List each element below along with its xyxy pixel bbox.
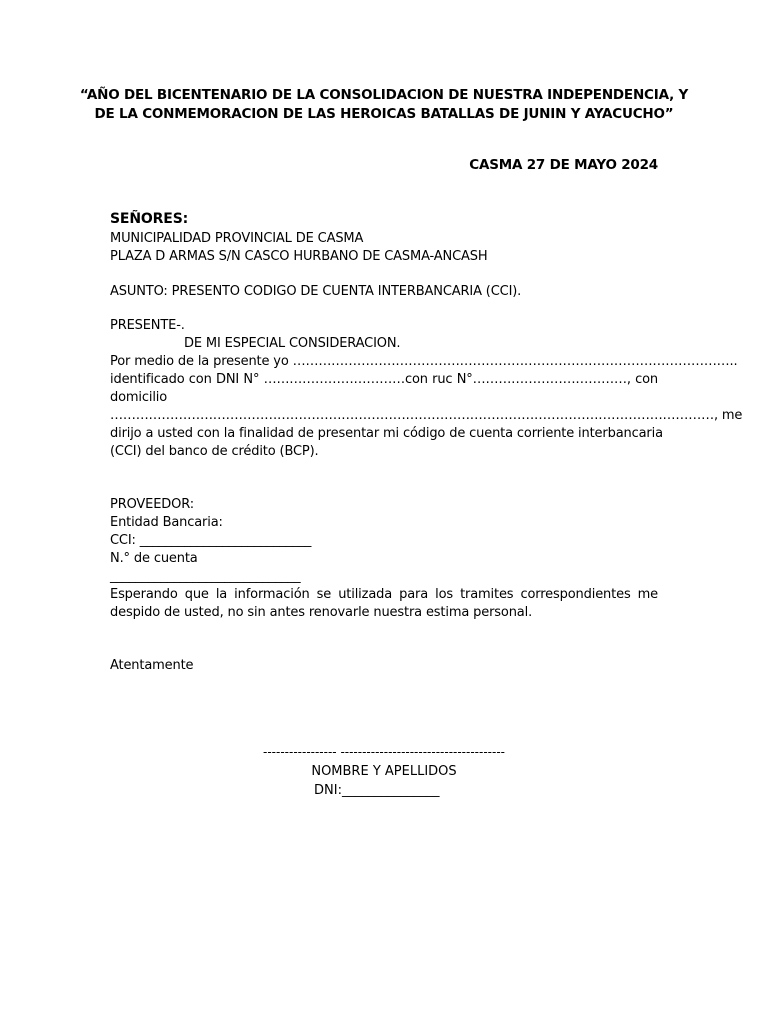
recipient-address: PLAZA D ARMAS S/N CASCO HURBANO DE CASMA-ANCASH <box>110 249 488 264</box>
present-line: PRESENTE-. <box>110 318 185 333</box>
closing-line-1: Esperando que la información se utilizada para los tramites correspondientes me <box>110 587 658 602</box>
bank-entity-label: Entidad Bancaria: <box>110 515 223 530</box>
provider-label: PROVEEDOR: <box>110 497 194 512</box>
account-number-line: ______________________________ <box>110 569 301 584</box>
subject-line: ASUNTO: PRESENTO CODIGO DE CUENTA INTERBANCARIA (CCI). <box>110 284 522 299</box>
consideration-line: DE MI ESPECIAL CONSIDERACION. <box>184 336 401 351</box>
paragraph-line-6: (CCI) del banco de crédito (BCP). <box>110 444 319 459</box>
signature-line: ----------------- -------------------------------------- <box>263 745 505 759</box>
cci-field: CCI: ___________________________ <box>110 533 312 548</box>
paragraph-line-3: domicilio <box>110 390 168 405</box>
regards-line: Atentamente <box>110 658 194 673</box>
motto-line-1: “AÑO DEL BICENTENARIO DE LA CONSOLIDACION DE NUESTRA INDEPENDENCIA, Y <box>79 87 689 103</box>
year-motto <box>60 86 708 124</box>
closing-line-2: despido de usted, no sin antes renovarle nuestra estima personal. <box>110 605 533 620</box>
recipient-name: MUNICIPALIDAD PROVINCIAL DE CASMA <box>110 231 364 246</box>
signature-name-label: NOMBRE Y APELLIDOS <box>311 764 457 779</box>
signature-dni-field: DNI:_______________ <box>314 783 440 798</box>
account-number-label: N.° de cuenta <box>110 551 198 566</box>
salutation: SEÑORES: <box>110 211 189 227</box>
closing-paragraph <box>110 586 658 622</box>
paragraph-line-5: dirijo a usted con la finalidad de presentar mi código de cuenta corriente interbancaria <box>110 426 663 441</box>
body-paragraph <box>110 353 743 461</box>
motto-line-2: DE LA CONMEMORACION DE LAS HEROICAS BATALLAS DE JUNIN Y AYACUCHO” <box>94 106 674 122</box>
paragraph-line-2: identificado con DNI N° ……………………………con ruc N°………………………………, con <box>110 372 658 387</box>
provider-block <box>110 496 658 586</box>
paragraph-line-4: ……………………………………………………………………………………………………………………………, me <box>110 408 743 423</box>
letter-date: CASMA 27 DE MAYO 2024 <box>469 157 658 173</box>
paragraph-line-1: Por medio de la presente yo ………………………………………………………………………………………….. <box>110 354 738 369</box>
recipient-block <box>110 230 658 266</box>
